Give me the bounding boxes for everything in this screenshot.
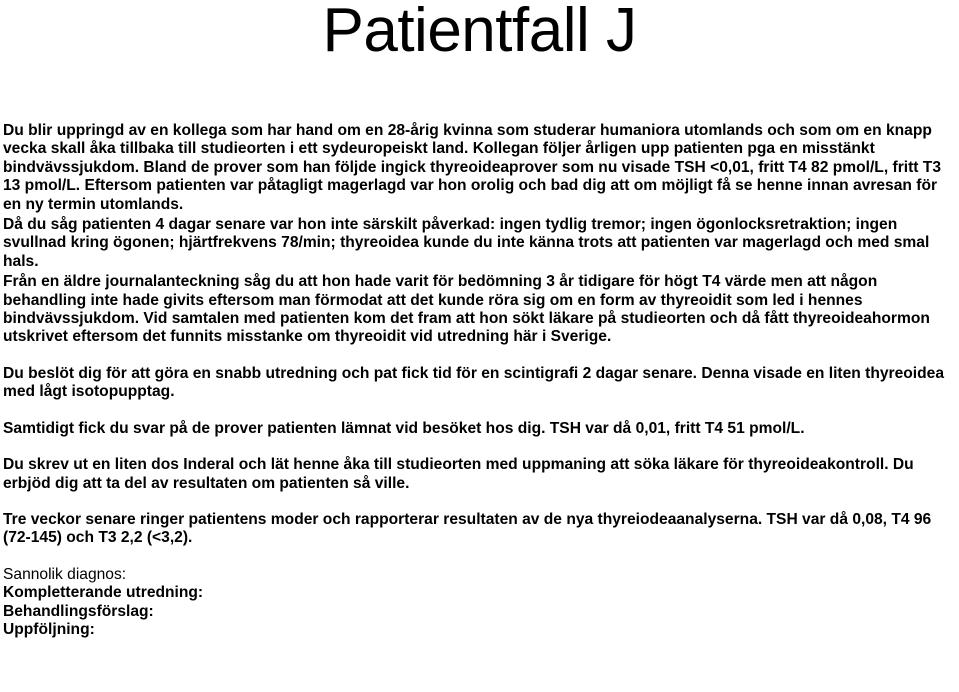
paragraph-intro: Du blir uppringd av en kollega som har hand om en 28-årig kvinna som studerar humaniora utomlands och som om en knapp vecka skall åka tillbaka till studieorten i ett sydeuropeiskt land. Kollegan följer årligen upp patienten pga en misstänkt bindvävssjukdom. Bland de prover som han följde ingick thyreoideaprover som nu visade TSH <0,01, fritt T4 82 pmol/L, fritt T3 13 pmol/L. Eftersom patienten var påtagligt magerlagd var hon orolig och bad dig att om möjligt få se henne innan avresan för en ny termin utomlands. (3, 122, 942, 213)
label-additional-investigation: Kompletterande utredning: (3, 584, 204, 602)
paragraph-examination: Då du såg patienten 4 dagar senare var hon inte särskilt påverkad: ingen tydlig tremor; ingen ögonlocksretraktion; ingen svullnad kring ögonen; hjärtfrekvens 78/min; thyreoidea kunde du inte känna trots att patienten var magerlagd och med smal hals. (3, 216, 930, 270)
label-diagnosis: Sannolik diagnos: (3, 565, 127, 583)
page-title: Patientfall J (322, 0, 637, 65)
paragraph-follow-up-call: Tre veckor senare ringer patientens moder och rapporterar resultaten av de nya thyreiodeaanalyserna. TSH var då 0,08, T4 96 (72-145) och T3 2,2 (<3,2). (3, 510, 932, 547)
paragraph-scintigraphy: Du beslöt dig för att göra en snabb utredning och pat fick tid för en scintigrafi 2 dagar senare. Denna visade en liten thyreoidea med lågt isotopupptag. (3, 364, 944, 401)
paragraph-history: Från en äldre journalanteckning såg du att hon hade varit för bedömning 3 år tidigare för högt T4 värde men att någon behandling inte hade givits eftersom man förmodat att det kunde röra sig om en form av thyreoidit som led i hennes bindvävssjukdom. Vid samtalen med patienten kom det fram att hon sökt läkare på studieorten och då fått thyreoideahormon utskrivet eftersom det funnits misstanke om thyreoidit vid utredning här i Sverige. (3, 273, 930, 346)
label-treatment-proposal: Behandlingsförslag: (3, 602, 154, 620)
label-follow-up: Uppföljning: (3, 620, 95, 638)
paragraph-treatment: Du skrev ut en liten dos Inderal och lät henne åka till studieorten med uppmaning att söka läkare för thyreoideakontroll. Du erbjöd dig att ta del av resultaten om patienten så ville. (3, 456, 914, 492)
case-text (3, 122, 958, 639)
question-labels (3, 566, 958, 640)
paragraph-lab-results: Samtidigt fick du svar på de prover patienten lämnat vid besöket hos dig. TSH var då 0,01, fritt T4 51 pmol/L. (3, 419, 805, 437)
